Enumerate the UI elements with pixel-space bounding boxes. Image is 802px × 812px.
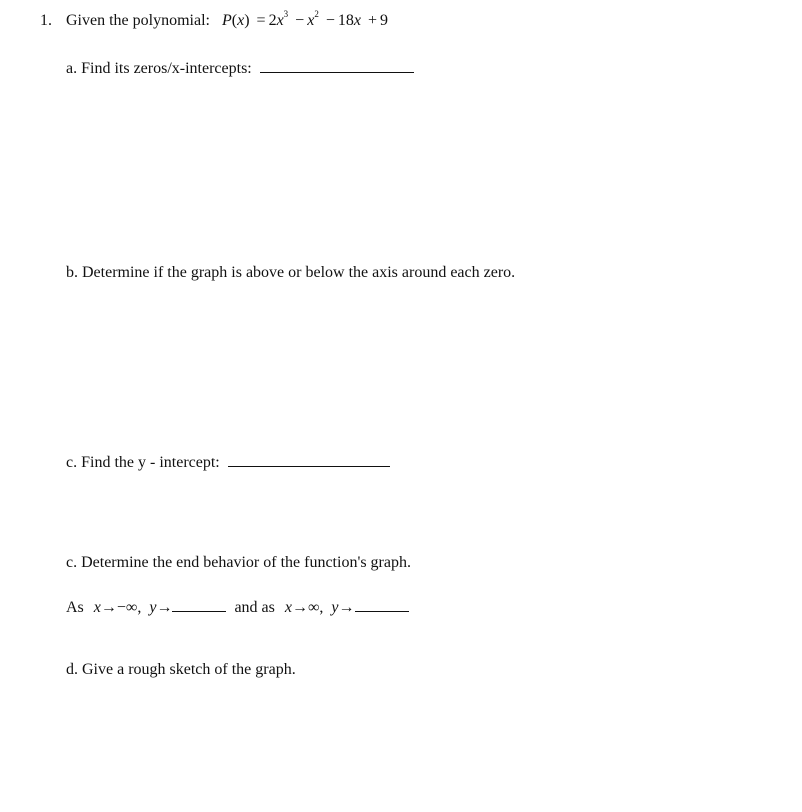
part-d: [66, 660, 296, 680]
poly-var-2: x: [307, 12, 315, 29]
as-text: As: [66, 599, 84, 616]
poly-exp2: 2: [314, 9, 319, 19]
part-c-y-intercept: [66, 451, 390, 473]
poly-minus-1: −: [295, 12, 305, 29]
y-var-right: y: [331, 599, 339, 616]
end-behavior-row: [66, 596, 409, 618]
and-as-text: and as: [234, 599, 275, 616]
problem-intro: Given the polynomial:: [66, 12, 210, 29]
poly-const: 9: [379, 12, 388, 29]
x-var-left: x: [93, 599, 101, 616]
part-c1-label: c. Find the y - intercept:: [66, 454, 220, 471]
part-d-label: d. Give a rough sketch of the graph.: [66, 661, 296, 678]
end-behavior-left-blank[interactable]: [172, 596, 226, 612]
poly-paren: ): [244, 12, 250, 29]
polynomial-expression: $P(x) = 2x^3 - x^2 - 18x + 9$: [221, 9, 388, 29]
part-b-label: b. Determine if the graph is above or below the axis around each zero.: [66, 264, 516, 281]
y-var-left: y: [149, 599, 157, 616]
pos-infinity: ∞,: [307, 599, 324, 616]
arrow-x-right: →: [291, 599, 308, 616]
arrow-y-right: →: [338, 599, 355, 616]
poly-var-1: x: [276, 12, 284, 29]
part-c2-label: c. Determine the end behavior of the function's graph.: [66, 554, 411, 571]
x-var-right: x: [284, 599, 292, 616]
poly-func: P: [221, 12, 232, 29]
part-a-label: a. Find its zeros/x-intercepts:: [66, 60, 252, 77]
poly-minus-2: −: [325, 12, 335, 29]
part-a: [66, 57, 414, 79]
poly-var-3: x: [353, 12, 361, 29]
part-a-answer-blank[interactable]: [260, 57, 414, 73]
arrow-y-left: →: [156, 599, 173, 616]
problem-statement: [40, 11, 388, 31]
poly-coef3: 18: [337, 12, 354, 29]
part-c-end-behavior: [66, 553, 411, 573]
end-behavior-right-blank[interactable]: [355, 596, 409, 612]
neg-infinity: −∞,: [116, 599, 142, 616]
part-c1-answer-blank[interactable]: [228, 451, 390, 467]
poly-var-lhs: x: [237, 12, 245, 29]
poly-plus: +: [367, 12, 377, 29]
poly-coef1: 2: [268, 12, 277, 29]
poly-equals: =: [256, 12, 266, 29]
problem-number: 1.: [40, 12, 52, 29]
arrow-x-left: →: [100, 599, 117, 616]
part-b: [66, 263, 515, 283]
poly-exp3: 3: [283, 9, 289, 19]
